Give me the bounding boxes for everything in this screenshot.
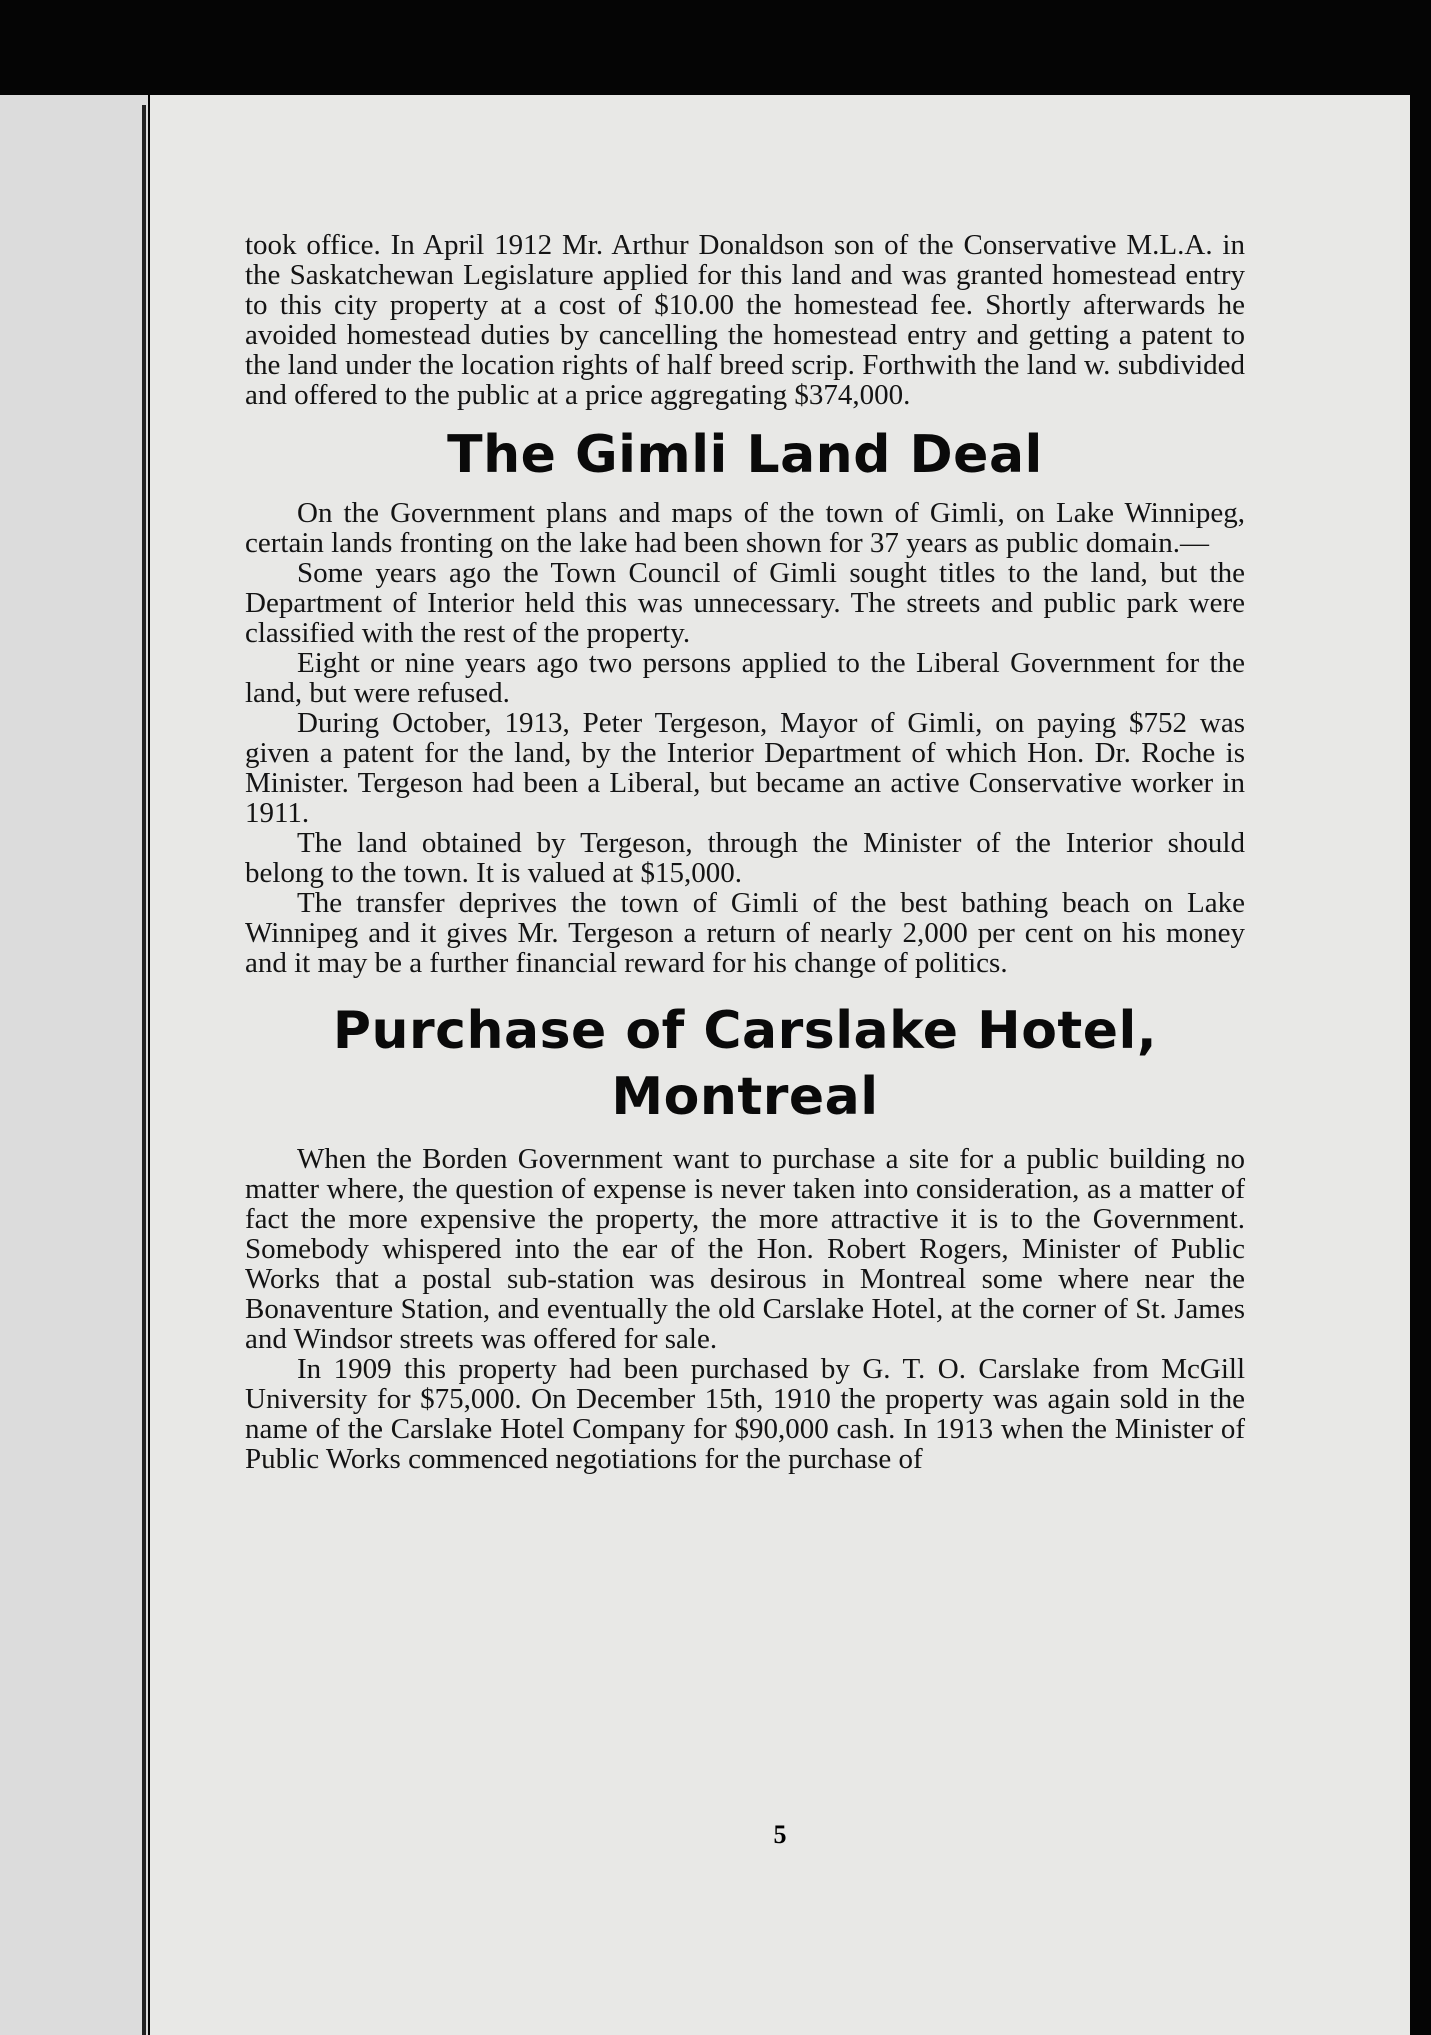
gimli-paragraph-2: Some years ago the Town Council of Gimli sought titles to the land, but the Department of Interior held this was unnecessary. The streets and public park were classified with the rest of the property. — [245, 557, 1245, 649]
gimli-paragraph-5: The land obtained by Tergeson, through the Minister of the Interior should belong to the town. It is valued at $15,000. — [245, 827, 1245, 889]
intro-paragraph: took office. In April 1912 Mr. Arthur Donaldson son of the Conservative M.L.A. in the Saskatchewan Legislature applied for this land and was granted homestead entry to this city property at a cost of $10.00 the homestead fee. Shortly afterwards he avoided homestead duties by cancelling the homestead entry and getting a patent to the land under the location rights of half breed scrip. Forthwith the land w. subdivided and offered to the public at a price aggregating $374,000. — [245, 229, 1245, 411]
carslake-section-body — [245, 1144, 1245, 1474]
carslake-heading-line-2: Montreal — [611, 1067, 879, 1127]
gimli-section-body — [245, 498, 1245, 978]
gimli-paragraph-1: On the Government plans and maps of the town of Gimli, on Lake Winnipeg, certain lands fronting on the lake had been shown for 37 years as public domain.— — [245, 497, 1245, 559]
gimli-paragraph-6: The transfer deprives the town of Gimli of the best bathing beach on Lake Winnipeg and it gives Mr. Tergeson a return of nearly 2,000 per cent on his money and it may be a further financial reward for his change of politics. — [245, 887, 1245, 979]
carslake-heading-line-1: Purchase of Carslake Hotel, — [332, 1001, 1158, 1061]
gimli-heading: The Gimli Land Deal — [447, 425, 1043, 485]
page-number: 5 — [773, 1820, 787, 1849]
facing-page-edge — [0, 95, 148, 2035]
carslake-heading — [245, 998, 1245, 1130]
page-content — [245, 230, 1245, 1474]
page-fold-line — [142, 105, 146, 2035]
gimli-paragraph-3: Eight or nine years ago two persons applied to the Liberal Government for the land, but were refused. — [245, 647, 1245, 709]
carslake-paragraph-1: When the Borden Government want to purchase a site for a public building no matter where, the question of expense is never taken into consideration, as a matter of fact the more expensive the property, the more attractive it is to the Government. Somebody whispered into the ear of the Hon. Robert Rogers, Minister of Public Works that a postal sub-station was desirous in Montreal some where near the Bonaventure Station, and eventually the old Carslake Hotel, at the corner of St. James and Windsor streets was offered for sale. — [245, 1143, 1245, 1355]
document-page — [150, 95, 1410, 2035]
carslake-paragraph-2: In 1909 this property had been purchased by G. T. O. Carslake from McGill University for $75,000. On December 15th, 1910 the property was again sold in the name of the Carslake Hotel Company for $90,000 cash. In 1913 when the Minister of Public Works commenced negotiations for the purchase of — [245, 1353, 1245, 1475]
gimli-paragraph-4: During October, 1913, Peter Tergeson, Mayor of Gimli, on paying $752 was given a patent for the land, by the Interior Department of which Hon. Dr. Roche is Minister. Tergeson had been a Liberal, but became an active Conservative worker in 1911. — [245, 707, 1245, 829]
